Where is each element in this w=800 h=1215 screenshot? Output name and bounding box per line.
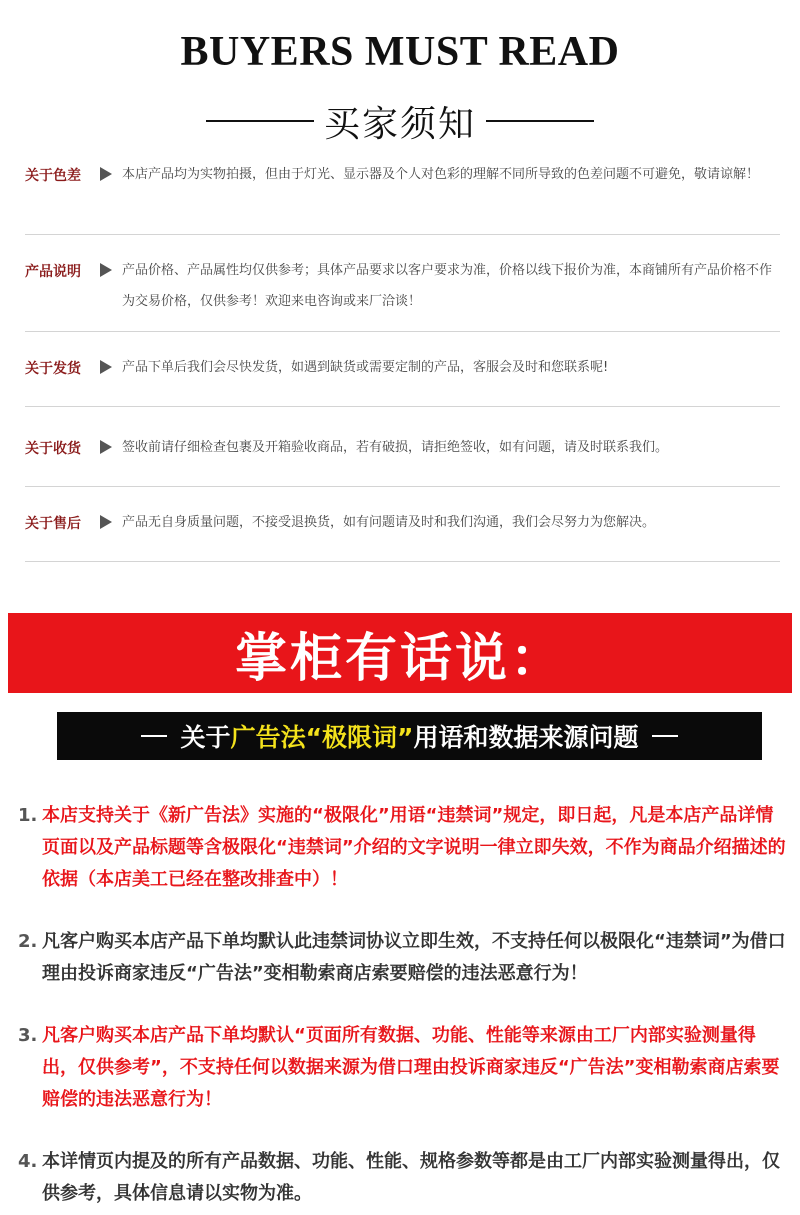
rule-text: 本店支持关于《新广告法》实施的“极限化”用语“违禁词”规定，即日起，凡是本店产品详情页面以及产品标题等含极限化“违禁词”介绍的文字说明一律立即失效，不作为商品介绍描述的依据（本店美工已经在整改排查中）！ <box>42 805 786 890</box>
arrow-right-icon <box>100 167 112 181</box>
notice-text: 签收前请仔细检查包裹及开箱验收商品，若有破损，请拒绝签收，如有问题，请及时联系我们。 <box>122 440 669 455</box>
rule-text: 凡客户购买本店产品下单均默认“页面所有数据、功能、性能等来源由工厂内部实验测量得出，仅供参考”，不支持任何以数据来源为借口理由投诉商家违反“广告法”变相勒索商店索要赔偿的违法恶意行为！ <box>42 1025 780 1110</box>
notice-item-shipping <box>25 332 780 407</box>
arrow-right-icon <box>100 515 112 529</box>
notice-text: 产品下单后我们会尽快发货，如遇到缺货或需要定制的产品，客服会及时和您联系呢! <box>122 360 609 375</box>
arrow-right-icon <box>100 440 112 454</box>
shopkeeper-banner <box>8 613 792 693</box>
rule-number: 2. <box>18 931 38 952</box>
notice-label: 关于发货 <box>25 361 81 377</box>
dash-left <box>141 735 167 737</box>
page-title-cn-row <box>0 96 800 146</box>
rule-item-1 <box>18 800 788 896</box>
notice-label: 关于售后 <box>25 516 81 532</box>
notice-list <box>25 150 780 562</box>
banner-text: 掌柜有话说： <box>234 628 565 689</box>
arrow-right-icon <box>100 360 112 374</box>
notice-label: 关于色差 <box>25 168 81 184</box>
notice-text: 产品价格、产品属性均仅供参考；具体产品要求以客户要求为准，价格以线下报价为准，本商铺所有产品价格不作为交易价格，仅供参考！欢迎来电咨询或来厂洽谈！ <box>122 263 773 309</box>
notice-item-product <box>25 235 780 332</box>
notice-text: 产品无自身质量问题，不接受退换货，如有问题请及时和我们沟通，我们会尽努力为您解决。 <box>122 515 656 530</box>
rule-item-4 <box>18 1146 788 1210</box>
page-title-cn: 买家须知 <box>323 103 476 145</box>
page-title-en: BUYERS MUST READ <box>180 29 620 75</box>
rules-list <box>18 800 788 1210</box>
rule-item-2 <box>18 926 788 990</box>
subtitle-prefix: 关于 <box>180 723 231 752</box>
rule-number: 1. <box>18 805 38 826</box>
rule-item-3 <box>18 1020 788 1116</box>
rule-text: 凡客户购买本店产品下单均默认此违禁词协议立即生效，不支持任何以极限化“违禁词”为借口理由投诉商家违反“广告法”变相勒索商店索要赔偿的违法恶意行为！ <box>42 931 786 984</box>
notice-item-receiving <box>25 407 780 487</box>
rule-text: 本详情页内提及的所有产品数据、功能、性能、规格参数等都是由工厂内部实验测量得出，仅供参考，具体信息请以实物为准。 <box>42 1151 780 1204</box>
subtitle-suffix: 用语和数据来源问题 <box>413 723 639 752</box>
notice-item-aftersale <box>25 487 780 562</box>
notice-item-color <box>25 150 780 235</box>
title-divider-left <box>206 120 314 122</box>
subtitle-highlight: 广告法“极限词” <box>230 723 414 752</box>
ad-law-subtitle <box>57 712 762 760</box>
rule-number: 4. <box>18 1151 38 1172</box>
notice-label: 产品说明 <box>25 264 81 280</box>
title-divider-right <box>486 120 594 122</box>
notice-text: 本店产品均为实物拍摄，但由于灯光、显示器及个人对色彩的理解不同所导致的色差问题不可避免，敬请谅解！ <box>122 167 760 182</box>
dash-right <box>652 735 678 737</box>
rule-number: 3. <box>18 1025 38 1046</box>
notice-label: 关于收货 <box>25 441 81 457</box>
arrow-right-icon <box>100 263 112 277</box>
